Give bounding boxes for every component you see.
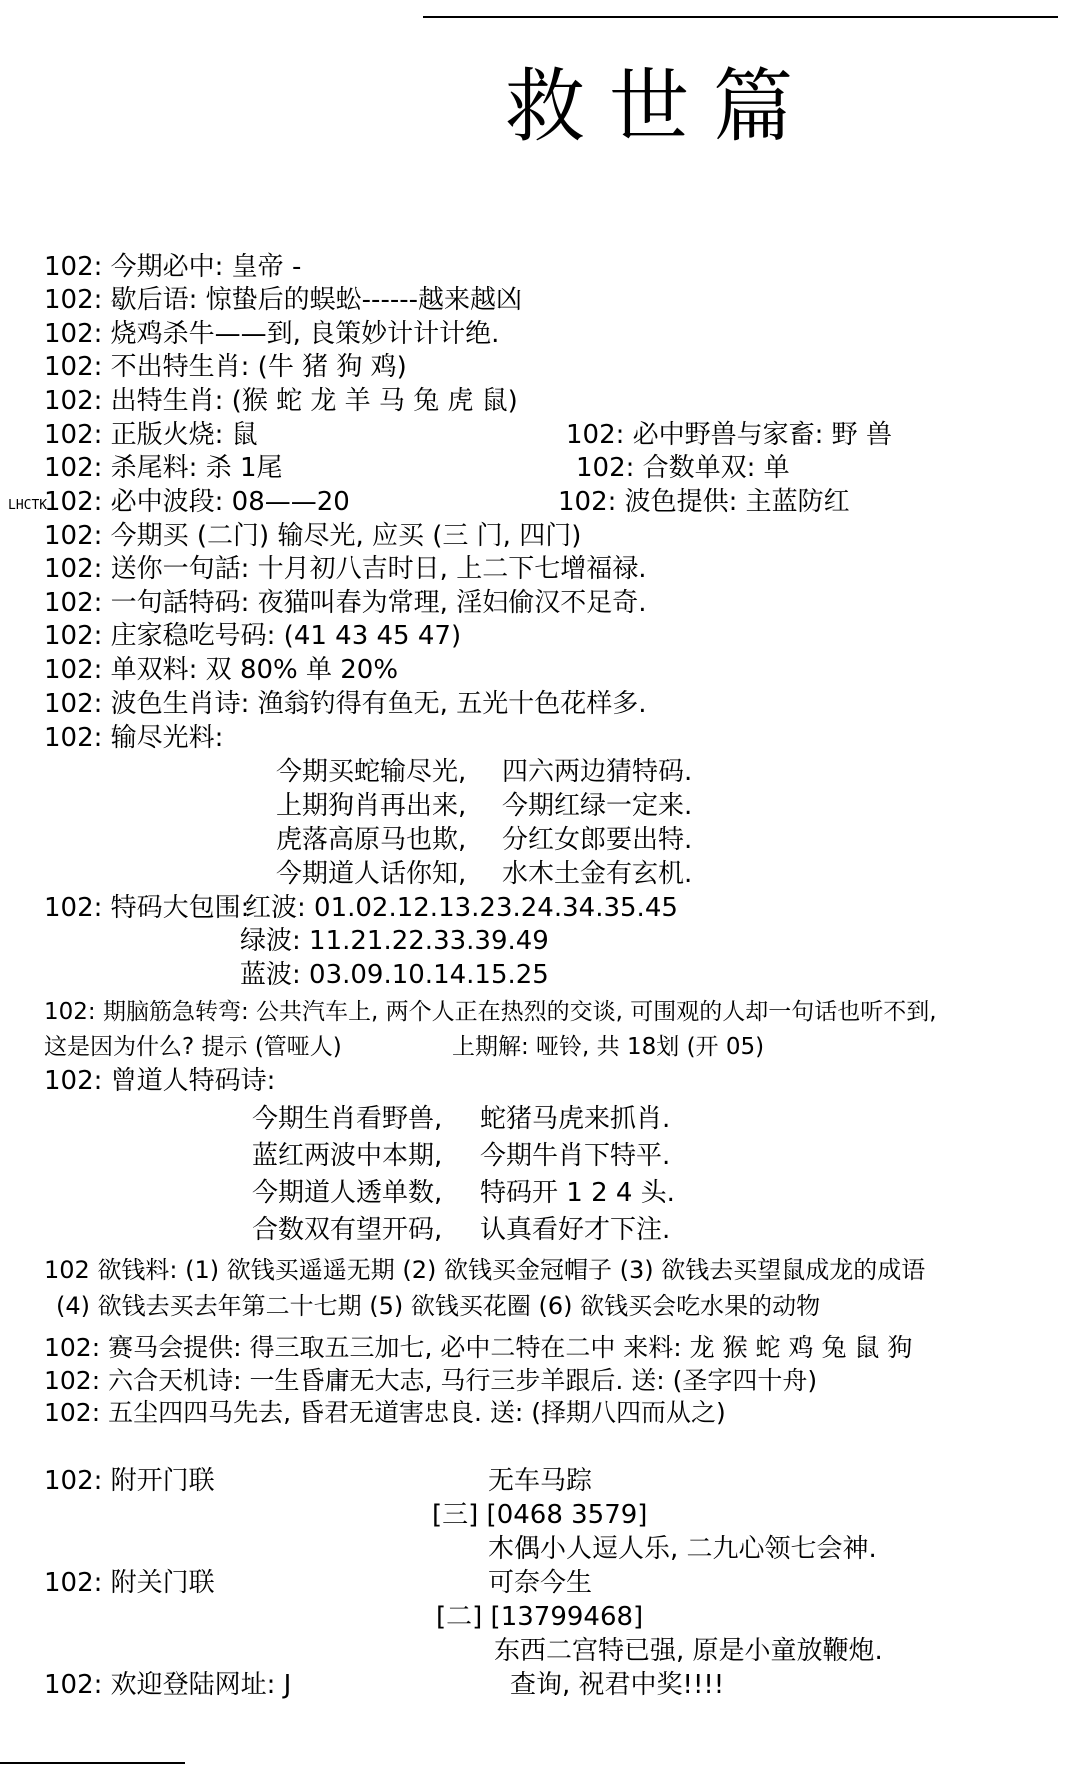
line-13: 102: 单双料: 双 80% 单 20% bbox=[44, 655, 399, 685]
line-1: 102: 今期必中: 皇帝 - bbox=[44, 252, 302, 282]
poem1-a3: 虎落高原马也欺, bbox=[276, 825, 467, 855]
bottom-rule bbox=[0, 1762, 185, 1764]
line-14: 102: 波色生肖诗: 渔翁钓得有鱼无, 五光十色花样多. bbox=[44, 689, 647, 719]
poem2-b3: 特码开 1 2 4 头. bbox=[480, 1178, 675, 1208]
want-line-1: 102 欲钱料: (1) 欲钱买遥遥无期 (2) 欲钱买金冠帽子 (3) 欲钱去买望鼠成龙的成语 bbox=[44, 1256, 926, 1284]
poem1-b2: 今期红绿一定来. bbox=[502, 791, 693, 821]
poem2-b1: 蛇猪马虎来抓肖. bbox=[480, 1104, 671, 1134]
open-door-label: 102: 附开门联 bbox=[44, 1466, 215, 1496]
page-title: 救世篇 bbox=[505, 60, 817, 153]
line-8: 102: 必中波段: 08——20 bbox=[44, 487, 350, 517]
line-9: 102: 今期买 (二门) 输尽光, 应买 (三 门, 四门) bbox=[44, 521, 582, 551]
want-line-2: (4) 欲钱去买去年第二十七期 (5) 欲钱买花圈 (6) 欲钱买会吃水果的动物 bbox=[56, 1292, 821, 1320]
right-line-2: 102: 合数单双: 单 bbox=[576, 453, 790, 483]
poem1-a2: 上期狗肖再出来, bbox=[276, 791, 467, 821]
open-door-number: [三] [0468 3579] bbox=[432, 1500, 648, 1530]
line-15: 102: 输尽光料: bbox=[44, 723, 224, 753]
taoist-label: 102: 曾道人特码诗: bbox=[44, 1066, 276, 1096]
line-5: 102: 出特生肖: (猴 蛇 龙 羊 马 兔 虎 鼠) bbox=[44, 386, 518, 416]
close-door-number: [二] [13799468] bbox=[436, 1602, 644, 1632]
line-10: 102: 送你一句話: 十月初八吉时日, 上二下七增福禄. bbox=[44, 554, 647, 584]
riddle-line-2: 这是因为什么? 提示 (管哑人) bbox=[44, 1034, 342, 1060]
line-6: 102: 正版火烧: 鼠 bbox=[44, 420, 258, 450]
wave-red: 红波: 01.02.12.13.23.24.34.35.45 bbox=[245, 893, 678, 923]
poem2-a2: 蓝红两波中本期, bbox=[252, 1141, 443, 1171]
poem1-b3: 分红女郎要出特. bbox=[502, 825, 693, 855]
line-11: 102: 一句話特码: 夜猫叫春为常理, 淫妇偷汉不足奇. bbox=[44, 588, 647, 618]
close-door-label: 102: 附关门联 bbox=[44, 1568, 215, 1598]
wave-blue: 蓝波: 03.09.10.14.15.25 bbox=[240, 960, 549, 990]
top-rule bbox=[423, 16, 1058, 18]
riddle-answer: 上期解: 哑铃, 共 18划 (开 05) bbox=[452, 1034, 765, 1060]
line-4: 102: 不出特生肖: (牛 猪 狗 鸡) bbox=[44, 352, 407, 382]
welcome-line: 102: 欢迎登陆网址: J bbox=[44, 1670, 292, 1700]
open-door-text: 无车马踪 bbox=[488, 1466, 593, 1496]
poem1-a4: 今期道人话你知, bbox=[276, 859, 467, 889]
wave-green: 绿波: 11.21.22.33.39.49 bbox=[240, 926, 549, 956]
poem2-a3: 今期道人透单数, bbox=[252, 1178, 443, 1208]
right-line-3: 102: 波色提供: 主蓝防红 bbox=[558, 487, 850, 517]
poem1-b4: 水木土金有玄机. bbox=[502, 859, 693, 889]
line-12: 102: 庄家稳吃号码: (41 43 45 47) bbox=[44, 621, 462, 651]
riddle-line-1: 102: 期脑筋急转弯: 公共汽车上, 两个人正在热烈的交谈, 可围观的人却一句话也听不到, bbox=[44, 999, 937, 1025]
right-line-1: 102: 必中野兽与家畜: 野 兽 bbox=[566, 420, 892, 450]
poem2-a1: 今期生肖看野兽, bbox=[252, 1104, 443, 1134]
liuhe-line: 102: 六合天机诗: 一生昏庸无大志, 马行三步羊跟后. 送: (圣字四十舟) bbox=[44, 1366, 818, 1395]
poem2-a4: 合数双有望开码, bbox=[252, 1215, 443, 1245]
poem2-b4: 认真看好才下注. bbox=[480, 1215, 671, 1245]
horse-line: 102: 赛马会提供: 得三取五三加七, 必中二特在二中 来料: 龙 猴 蛇 鸡 兔 鼠 狗 bbox=[44, 1333, 913, 1362]
poem1-b1: 四六两边猜特码. bbox=[502, 757, 693, 787]
query-line: 查询, 祝君中奖!!!! bbox=[510, 1670, 725, 1700]
poem2-b2: 今期牛肖下特平. bbox=[480, 1141, 671, 1171]
line-3: 102: 烧鸡杀牛——到, 良策妙计计计绝. bbox=[44, 319, 500, 349]
poem1-a1: 今期买蛇输尽光, bbox=[276, 757, 467, 787]
close-door-poem: 东西二宫特已强, 原是小童放鞭炮. bbox=[494, 1636, 883, 1666]
close-door-text: 可奈今生 bbox=[488, 1568, 593, 1598]
line-7: 102: 杀尾料: 杀 1尾 bbox=[44, 453, 283, 483]
side-label: LHCTK bbox=[8, 498, 48, 513]
open-door-poem: 木偶小人逗人乐, 二九心领七会神. bbox=[488, 1534, 877, 1564]
waves-label: 102: 特码大包围: bbox=[44, 893, 250, 923]
wuchen-line: 102: 五尘四四马先去, 昏君无道害忠良. 送: (择期八四而从之) bbox=[44, 1398, 726, 1427]
line-2: 102: 歇后语: 惊蛰后的蜈蚣------越来越凶 bbox=[44, 285, 522, 315]
